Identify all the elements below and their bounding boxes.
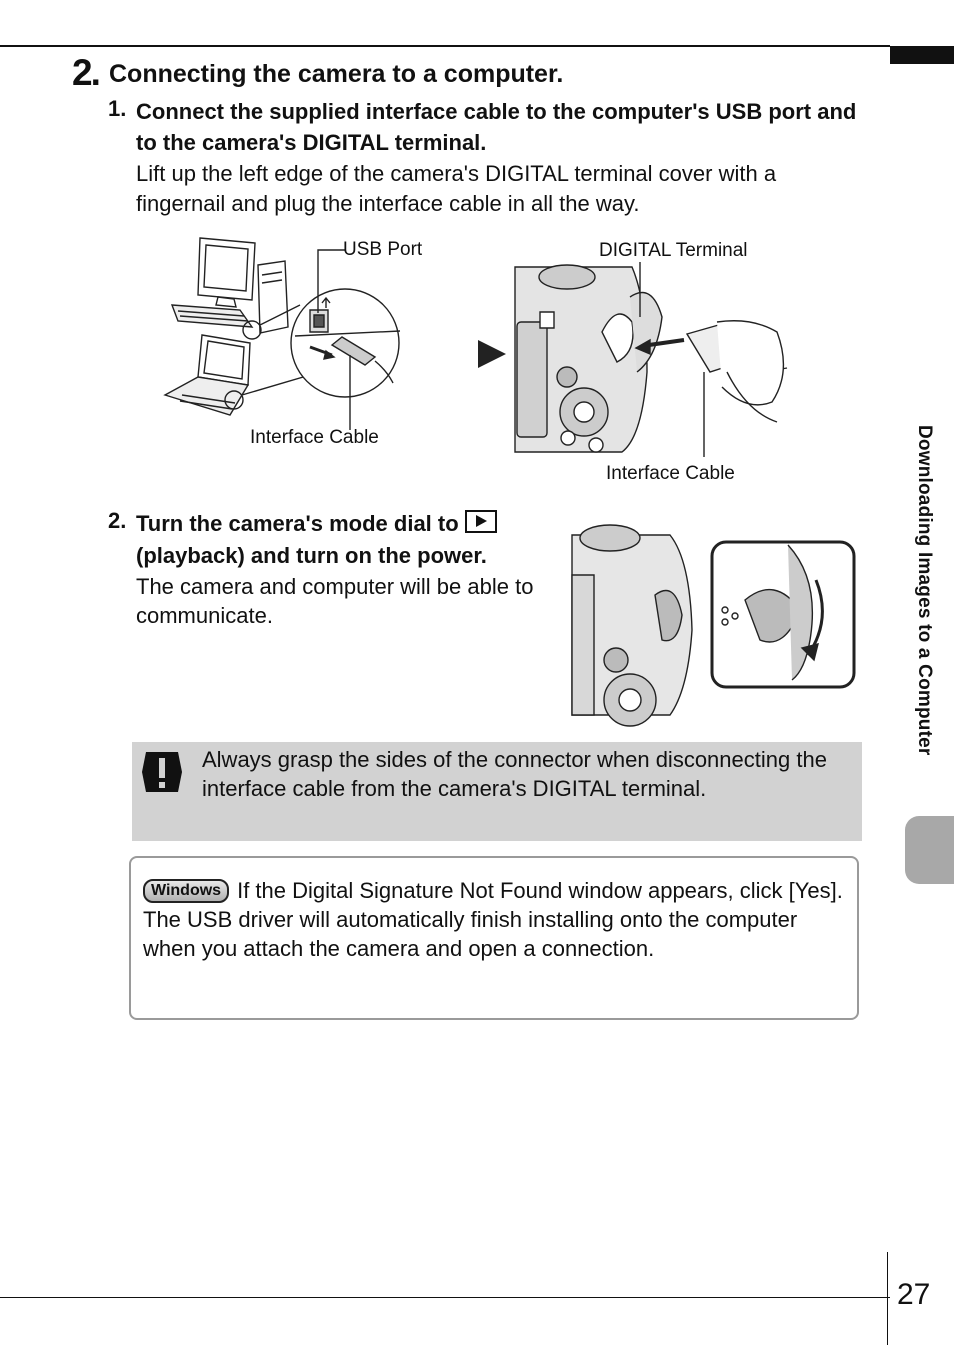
- caution-icon: [140, 748, 184, 796]
- step-2-heading: [136, 508, 576, 572]
- step-1-heading: Connect the supplied interface cable to the computer's USB port and to the camera's DIGITAL terminal.: [136, 99, 857, 155]
- side-tab: [905, 816, 954, 884]
- caution-text: Always grasp the sides of the connector when disconnecting the interface cable from the camera's DIGITAL terminal.: [202, 747, 827, 801]
- section-number: 2.: [72, 52, 99, 93]
- section-title: Connecting the camera to a computer.: [109, 60, 564, 88]
- step-1-body: Lift up the left edge of the camera's DIGITAL terminal cover with a fingernail and plug the interface cable in all the way.: [136, 161, 777, 216]
- play-icon: [465, 510, 497, 533]
- page-number-rule: [887, 1252, 888, 1345]
- mode-dial-illustration: [570, 520, 860, 715]
- bottom-rule: [0, 1297, 890, 1298]
- camera-digital-terminal-illustration: [512, 262, 792, 457]
- step-2-body: The camera and computer will be able to communicate.: [136, 574, 534, 628]
- digital-terminal-label: DIGITAL Terminal: [599, 240, 748, 261]
- step-2-number: 2.: [108, 508, 127, 533]
- page-number: 27: [897, 1278, 931, 1311]
- top-tab-marker: [890, 46, 954, 64]
- usb-port-label: USB Port: [343, 239, 423, 260]
- step-1-number: 1.: [108, 96, 127, 121]
- windows-badge: Windows: [143, 879, 229, 903]
- top-rule: [0, 45, 890, 47]
- windows-note-text: If the Digital Signature Not Found window appears, click [Yes]. The USB driver will automatically finish installing onto the computer when you attach the camera and open a connection.: [143, 878, 843, 961]
- interface-cable-label-left: Interface Cable: [250, 427, 379, 448]
- computer-usb-illustration: [160, 235, 410, 435]
- step-2-heading-after: (playback) and turn on the power.: [136, 543, 487, 568]
- side-tab-title: Downloading Images to a Computer: [914, 425, 935, 756]
- windows-note: [143, 876, 843, 963]
- arrow-right-icon: [478, 340, 506, 368]
- interface-cable-label-right: Interface Cable: [606, 463, 735, 484]
- step-2-heading-before: Turn the camera's mode dial to: [136, 511, 459, 536]
